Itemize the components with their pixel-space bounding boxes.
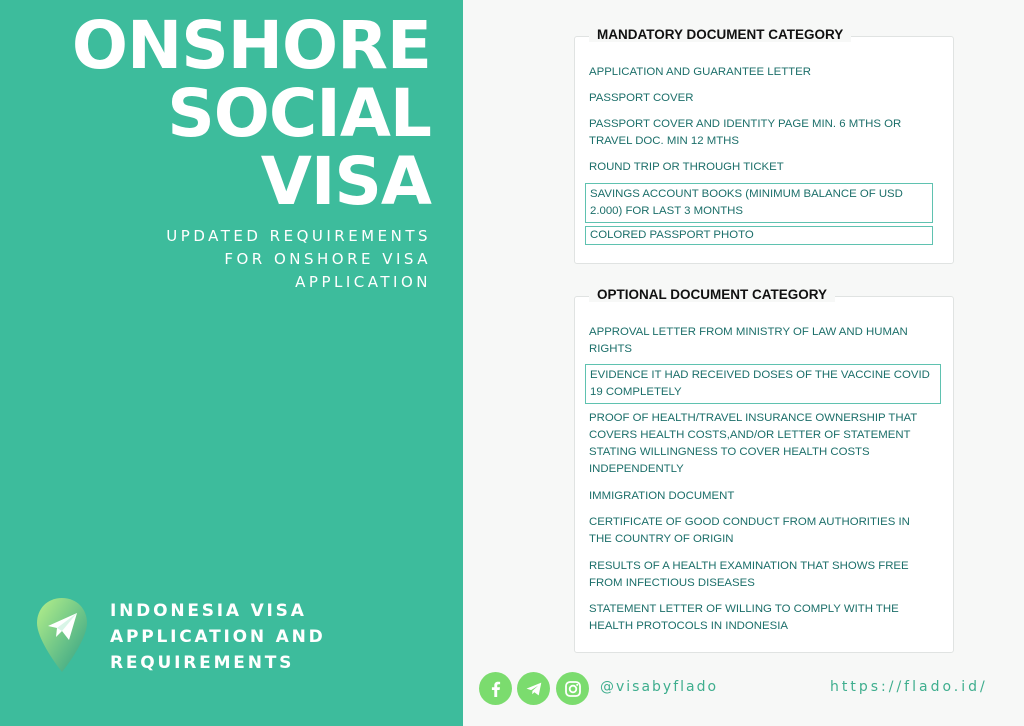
optional-item-highlighted: EVIDENCE IT HAD RECEIVED DOSES OF THE VACCINE COVID 19 COMPLETELY [585,364,941,404]
mandatory-item: APPLICATION AND GUARANTEE LETTER [589,66,811,78]
optional-card [574,287,954,653]
mandatory-title: MANDATORY DOCUMENT CATEGORY [589,27,851,42]
left-panel [0,0,463,726]
optional-item: PROOF OF HEALTH/TRAVEL INSURANCE OWNERSHIP THAT COVERS HEALTH COSTS,AND/OR LETTER OF STATEMENT STATING WILLINGNESS TO COVER HEALTH COSTS INDEPENDENTLY [589,412,918,475]
mandatory-item: PASSPORT COVER [589,92,694,104]
optional-item: APPROVAL LETTER FROM MINISTRY OF LAW AND HUMAN RIGHTS [589,326,908,355]
mandatory-card [574,27,954,264]
paper-plane-pin-icon [34,596,90,674]
optional-item: STATEMENT LETTER OF WILLING TO COMPLY WITH THE HEALTH PROTOCOLS IN INDONESIA [589,603,899,632]
website-link[interactable]: https://flado.id/ [830,679,988,695]
title-line-3: VISA [260,143,431,220]
instagram-icon[interactable] [556,672,589,705]
optional-item: IMMIGRATION DOCUMENT [589,490,735,502]
mandatory-item: ROUND TRIP OR THROUGH TICKET [589,161,784,173]
subtitle [166,225,431,294]
brand-line-1: INDONESIA VISA [110,601,307,621]
subtitle-line-2: FOR ONSHORE VISA [224,250,431,268]
brand-line-2: APPLICATION AND [110,627,326,647]
optional-item: CERTIFICATE OF GOOD CONDUCT FROM AUTHORITIES IN THE COUNTRY OF ORIGIN [589,516,910,545]
subtitle-line-1: UPDATED REQUIREMENTS [166,227,431,245]
optional-title: OPTIONAL DOCUMENT CATEGORY [589,287,835,302]
optional-item: RESULTS OF A HEALTH EXAMINATION THAT SHOWS FREE FROM INFECTIOUS DISEASES [589,560,909,589]
title-line-1: ONSHORE [71,7,431,84]
title-line-2: SOCIAL [167,75,431,152]
brand-name [110,598,326,676]
subtitle-line-3: APPLICATION [295,273,431,291]
social-handle[interactable]: @visabyflado [600,679,719,695]
telegram-icon[interactable] [517,672,550,705]
mandatory-item-highlighted: COLORED PASSPORT PHOTO [585,226,933,245]
mandatory-item: PASSPORT COVER AND IDENTITY PAGE MIN. 6 MTHS OR TRAVEL DOC. MIN 12 MTHS [589,118,902,147]
page-title [71,7,431,220]
brand-line-3: REQUIREMENTS [110,653,295,673]
mandatory-item-highlighted: SAVINGS ACCOUNT BOOKS (MINIMUM BALANCE OF USD 2.000) FOR LAST 3 MONTHS [585,183,933,223]
facebook-icon[interactable] [479,672,512,705]
